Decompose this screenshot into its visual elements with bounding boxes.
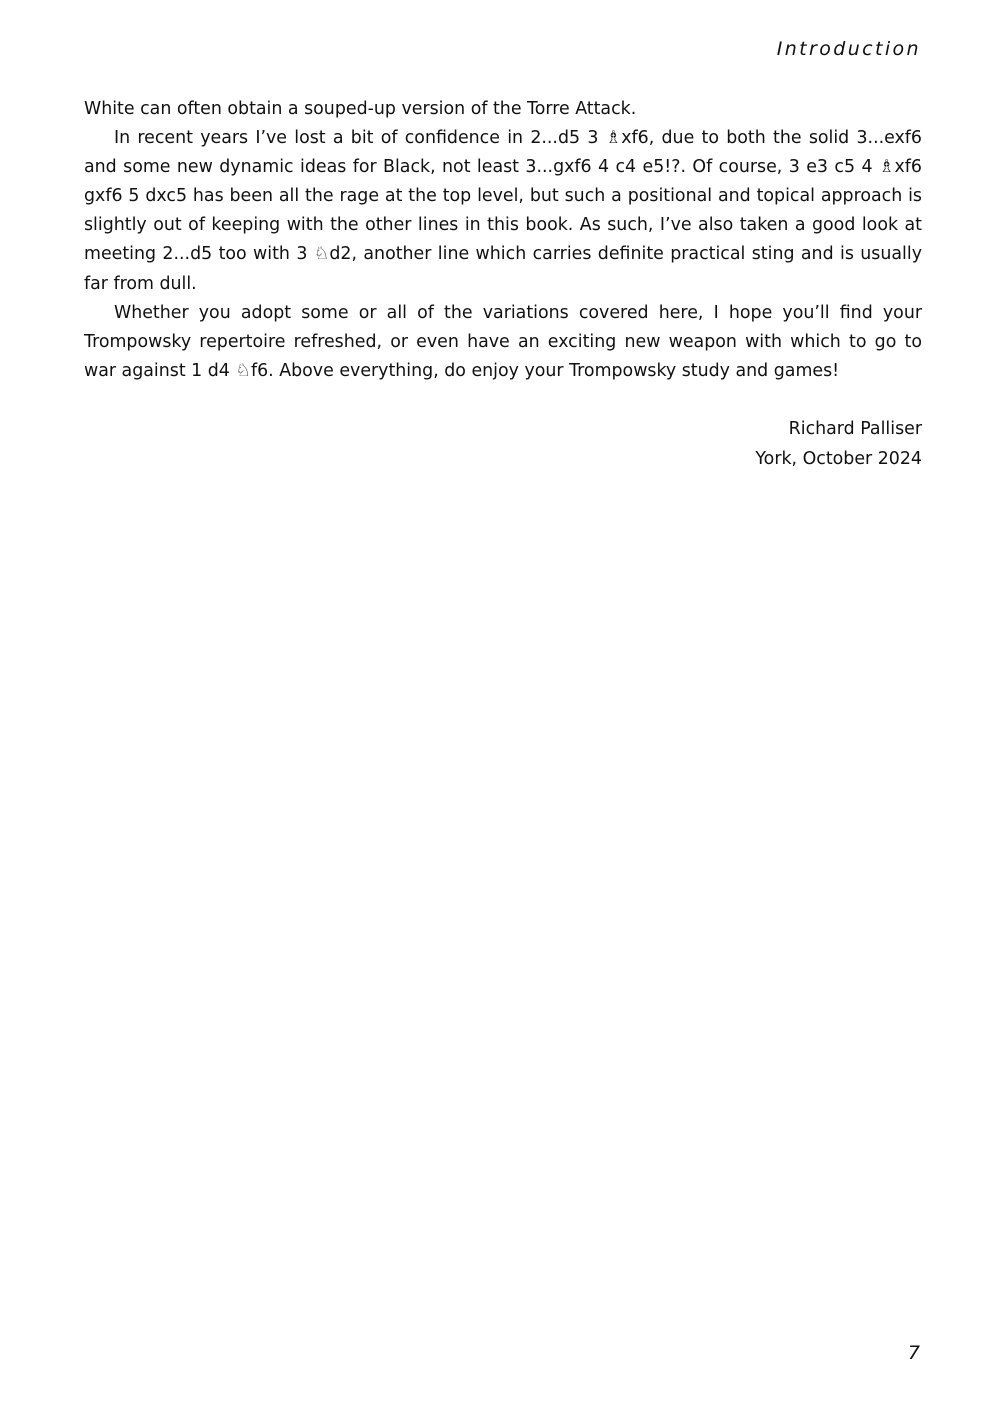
paragraph: Whether you adopt some or all of the variations covered here, I hope you’ll find your Trompowsky repertoire refreshed, or even have an exciting new weapon with which to go to war against 1 d4 ♘f6. Above everything, do enjoy your Trompowsky study and games! <box>84 302 922 381</box>
running-head: Introduction <box>776 38 921 60</box>
page-number: 7 <box>907 1342 920 1364</box>
author-name: Richard Palliser <box>788 419 922 439</box>
place-date: York, October 2024 <box>755 449 922 469</box>
signature-block <box>755 414 922 474</box>
paragraph: White can often obtain a souped-up version of the Torre Attack. <box>84 99 637 119</box>
body-text <box>84 95 922 386</box>
paragraph: In recent years I’ve lost a bit of confidence in 2...d5 3 ♗xf6, due to both the solid 3...exf6 and some new dynamic ideas for Black, not least 3...gxf6 4 c4 e5!?. Of course, 3 e3 c5 4 ♗xf6 gxf6 5 dxc5 has been all the rage at the top level, but such a positional and topical approach is slightly out of keeping with the other lines in this book. As such, I’ve also taken a good look at meeting 2...d5 too with 3 ♘d2, another line which carries definite practical sting and is usually far from dull. <box>84 128 922 294</box>
